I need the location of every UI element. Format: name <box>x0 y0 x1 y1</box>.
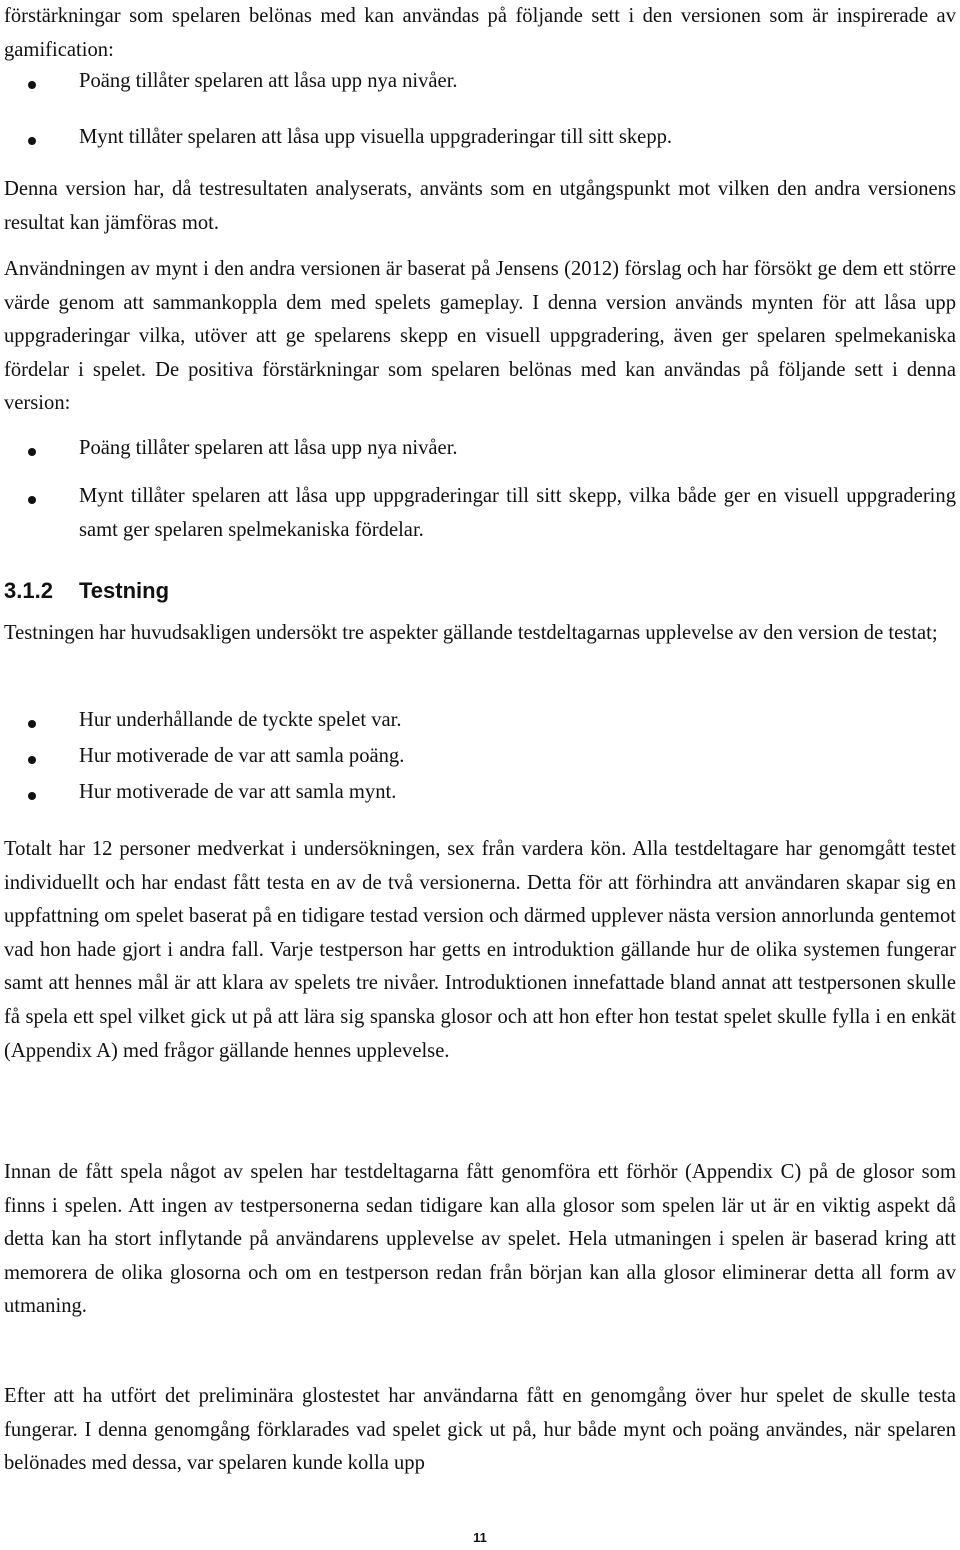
bullet-icon <box>28 81 36 89</box>
bullet-icon <box>28 756 36 764</box>
list-item: Hur motiverade de var att samla mynt. <box>79 781 397 803</box>
bullet-icon <box>28 720 36 728</box>
list-item: Poäng tillåter spelaren att låsa upp nya nivåer. <box>79 70 458 92</box>
list-item: Poäng tillåter spelaren att låsa upp nya nivåer. <box>79 437 458 459</box>
list-item: Mynt tillåter spelaren att låsa upp visuella uppgraderingar till sitt skepp. <box>79 126 673 148</box>
section-title: Testning <box>79 578 170 603</box>
section-heading <box>4 576 169 606</box>
list-item: Hur underhållande de tyckte spelet var. <box>79 709 402 731</box>
paragraph-efter: Efter att ha utfört det preliminära glostestet har användarna fått en genomgång över hur spelet de skulle testa fungerar. I denna genomgång förklarades vad spelet gick ut på, hur både mynt och poäng användes, när spelaren belönades med dessa, var spelaren kunde kolla upp <box>4 1385 956 1475</box>
paragraph-testningen: Testningen har huvudsakligen undersökt tre aspekter gällande testdeltagarnas upplevelse av den version de testat; <box>4 622 938 644</box>
bullet-icon <box>28 792 36 800</box>
section-number: 3.1.2 <box>4 578 53 603</box>
paragraph-anvandningen: Användningen av mynt i den andra versionen är baserat på Jensens (2012) förslag och har försökt ge dem ett större värde genom att sammankoppla dem med spelets gameplay. I denna version används mynten för att låsa upp uppgraderingar vilka, utöver att ge spelarens skepp en visuell uppgradering, även ger spelaren spelmekaniska fördelar i spelet. De positiva förstärkningar som spelaren belönas med kan användas på följande sett i denna version: <box>4 258 956 415</box>
page-number: 11 <box>473 1530 487 1545</box>
bullet-icon <box>28 448 36 456</box>
list-item: Mynt tillåter spelaren att låsa upp uppgraderingar till sitt skepp, vilka både ger en visuell uppgradering samt ger spelaren spelmekaniska fördelar. <box>79 485 956 541</box>
bullet-icon <box>28 496 36 504</box>
paragraph-denna-version: Denna version har, då testresultaten analyserats, använts som en utgångspunkt mot vilken den andra versionens resultat kan jämföras mot. <box>4 178 956 234</box>
paragraph-innan: Innan de fått spela något av spelen har testdeltagarna fått genomföra ett förhör (Appendix C) på de glosor som finns i spelen. Att ingen av testpersonerna sedan tidigare kan alla glosor som spelen lär ut är en viktig aspekt då detta kan ha stort inflytande på användarens upplevelse av spelet. Hela utmaningen i spelen är baserad kring att memorera de olika glosorna och om en testperson redan från början kan alla glosor eliminerar detta all form av utmaning. <box>4 1161 956 1318</box>
document-page <box>4 0 956 1550</box>
paragraph-intro: förstärkningar som spelaren belönas med kan användas på följande sett i den versionen som är inspirerade av gamification: <box>4 5 956 61</box>
paragraph-totalt: Totalt har 12 personer medverkat i undersökningen, sex från vardera kön. Alla testdeltagare har genomgått testet individuellt och har endast fått testa en av de två versionerna. Detta för att förhindra att användaren skapar sig en uppfattning om spelet baserat på en tidigare testad version och därmed upplever nästa version annorlunda gentemot vad hon hade gjort i andra fall. Varje testperson har getts en introduktion gällande hur de olika systemen fungerar samt att hennes mål är att klara av spelets tre nivåer. Introduktionen innefattade bland annat att testpersonen skulle få spela ett spel vilket gick ut på att lära sig spanska glosor och att hon efter hon testat spelet skulle fylla i en enkät (Appendix A) med frågor gällande hennes upplevelse. <box>4 838 956 1062</box>
bullet-icon <box>28 137 36 145</box>
list-item: Hur motiverade de var att samla poäng. <box>79 745 405 767</box>
